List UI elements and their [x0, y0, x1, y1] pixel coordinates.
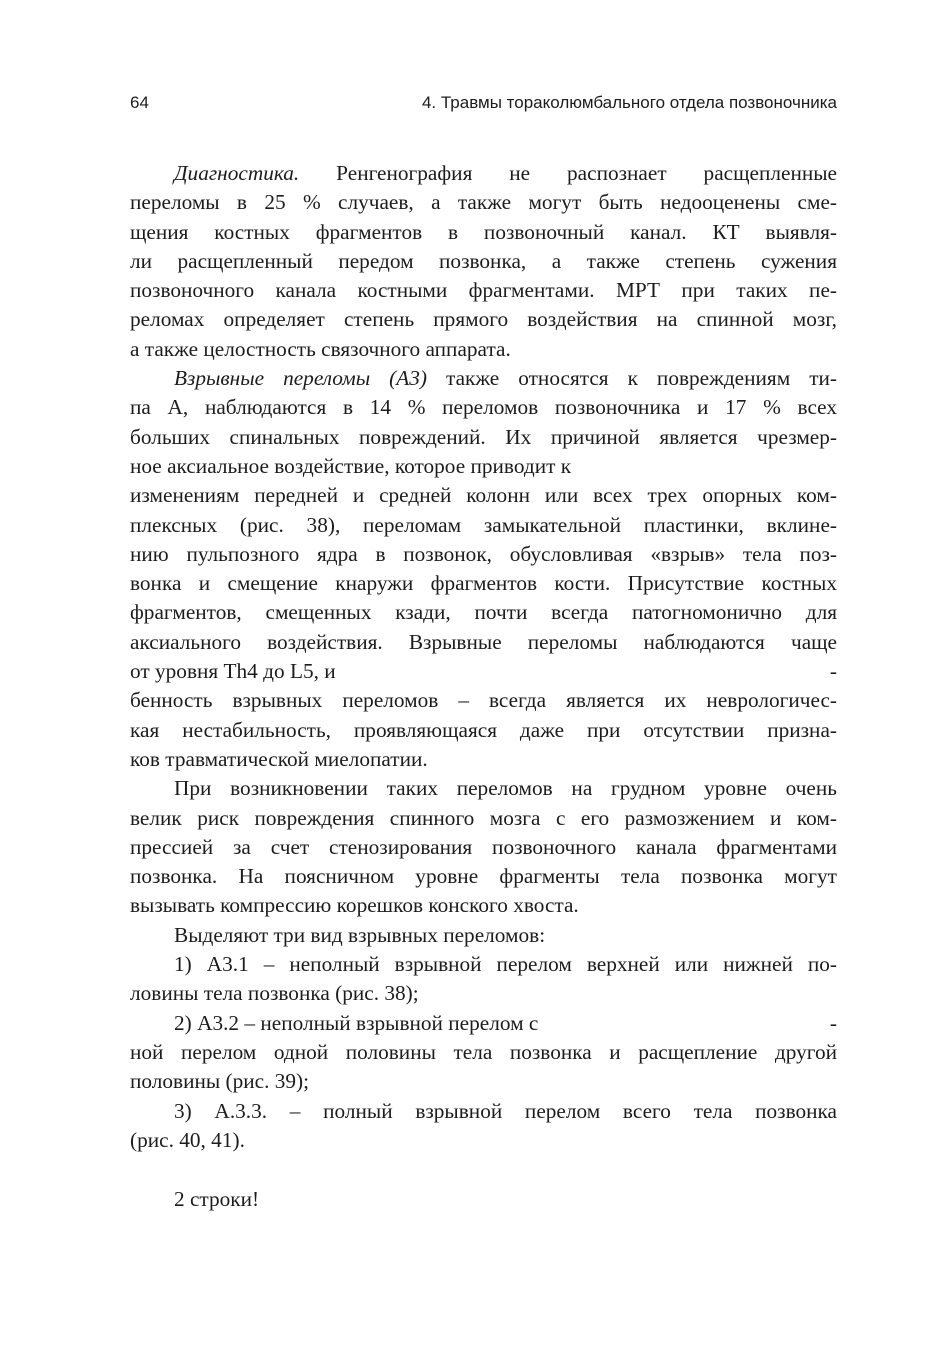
text-line: реломах определяет степень прямого воздействия на спинной мозг,	[130, 307, 837, 332]
body-text	[130, 159, 837, 1214]
list-item-line: 3) А.3.3. – полный взрывной перелом всего тела позвонка	[174, 1098, 837, 1123]
text-line: ков травматической миелопатии.	[130, 746, 428, 771]
text-line: При возникновении таких переломов на грудном уровне очень	[174, 776, 837, 801]
text-line: от уровня Th4 до L5, и -	[130, 659, 837, 684]
list-item-line: половины (рис. 39);	[130, 1069, 310, 1094]
text-line: позвоночного канала костными фрагментами. МРТ при таких пе-	[130, 278, 837, 303]
running-title: 4. Травмы тораколюмбального отдела позвоночника	[421, 93, 837, 112]
text-line: прессией за счет стенозирования позвоночного канала фрагментами	[130, 834, 837, 859]
list-item-line: ной перелом одной половины тела позвонка и расщепление другой	[130, 1039, 837, 1064]
text-line: фрагментов, смещенных кзади, почти всегда патогномонично для	[130, 600, 837, 625]
text-line: ное аксиальное воздействие, которое приводит к	[130, 453, 572, 478]
list-item-line: ловины тела позвонка (рис. 38);	[130, 981, 419, 1006]
text-line: позвонка. На поясничном уровне фрагменты тела позвонка могут	[130, 864, 837, 889]
text-line: велик риск повреждения спинного мозга с его размозжением и ком-	[130, 805, 837, 830]
text-line: па А, наблюдаются в 14 % переломов позвоночника и 17 % всех	[130, 395, 837, 420]
list-item-line: (рис. 40, 41).	[130, 1127, 245, 1152]
list-item-line: 2) А3.2 – неполный взрывной перелом с -	[174, 1010, 837, 1035]
text-line: аксиального воздействия. Взрывные переломы наблюдаются чаще	[130, 629, 837, 654]
editorial-note: 2 строки!	[174, 1187, 260, 1212]
text-line: переломы в 25 % случаев, а также могут быть недооценены сме-	[130, 190, 837, 215]
text-line: вызывать компрессию корешков конского хвоста.	[130, 893, 579, 918]
text-line: кая нестабильность, проявляющаяся даже при отсутствии призна-	[130, 717, 837, 742]
list-intro-line: Выделяют три вид взрывных переломов:	[174, 922, 546, 947]
text-line: ли расщепленный передом позвонка, а также степень сужения	[130, 248, 837, 273]
text-line: нию пульпозного ядра в позвонок, обусловливая «взрыв» тела поз-	[130, 541, 837, 566]
text-line: изменениям передней и средней колонн или всех трех опорных ком-	[130, 483, 837, 508]
text-line: а также целостность связочного аппарата.	[130, 336, 511, 361]
text-line: щения костных фрагментов в позвоночный канал. КТ выявля-	[130, 219, 837, 244]
text-line: плексных (рис. 38), переломам замыкательной пластинки, вклине-	[130, 512, 837, 537]
text-line: бенность взрывных переломов – всегда является их неврологичес-	[130, 688, 837, 713]
term-burst-fractures: Взрывные переломы (А3)	[174, 366, 427, 391]
page-header	[130, 93, 837, 119]
text-line: вонка и смещение кнаружи фрагментов кости. Присутствие костных	[130, 571, 837, 596]
text-line: больших спинальных повреждений. Их причиной является чрезмер-	[130, 424, 837, 449]
list-item-line: 1) А3.1 – неполный взрывной перелом верхней или нижней по-	[174, 952, 837, 977]
paragraph-burst-fractures-line: Взрывные переломы (А3) также относятся к повреждениям ти-	[174, 366, 837, 391]
term-diagnostics: Диагностика.	[174, 161, 300, 185]
page-number: 64	[130, 93, 149, 112]
paragraph-diagnostics-line: Диагностика. Ренгенография не распознает расщепленные	[174, 161, 837, 185]
